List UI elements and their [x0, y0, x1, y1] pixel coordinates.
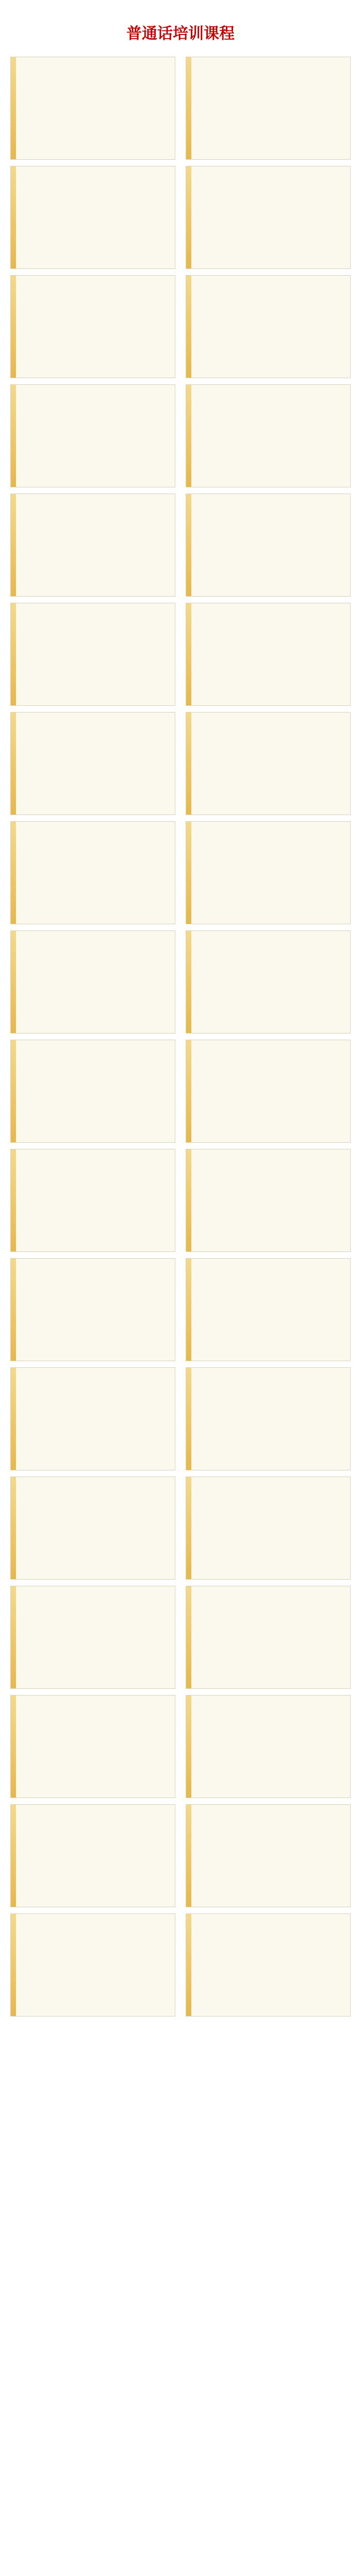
- slide-thumbnail: [10, 1040, 175, 1143]
- slide-accent-bar: [11, 603, 16, 705]
- slide-thumbnail: [10, 1804, 175, 1907]
- slide-accent-bar: [11, 1805, 16, 1907]
- slide-thumbnail: [186, 384, 351, 487]
- slide-body: [199, 628, 343, 698]
- slide-body: [199, 82, 343, 152]
- slide-accent-bar: [186, 1914, 191, 2016]
- slide-body: [199, 1283, 343, 1353]
- slide-thumbnail: [186, 1586, 351, 1689]
- slide-thumbnail: [186, 712, 351, 815]
- slide-accent-bar: [186, 931, 191, 1033]
- slide-body: [23, 1393, 168, 1463]
- slide-accent-bar: [186, 276, 191, 378]
- slide-accent-bar: [186, 1149, 191, 1251]
- slide-thumbnail: [10, 1149, 175, 1252]
- slide-thumbnail: [10, 384, 175, 487]
- slide-body: [23, 1502, 168, 1572]
- slide-thumbnail: [10, 1695, 175, 1798]
- slide-accent-bar: [11, 1259, 16, 1361]
- slide-thumbnail: [186, 821, 351, 924]
- slide-accent-bar: [11, 713, 16, 815]
- slide-thumbnail: [10, 603, 175, 706]
- slide-accent-bar: [186, 713, 191, 815]
- slide-body: [23, 300, 168, 370]
- slide-thumbnail: [186, 494, 351, 597]
- slide-thumbnail: [186, 1040, 351, 1143]
- slide-body: [199, 519, 343, 589]
- slide-thumbnail: [186, 1367, 351, 1470]
- slide-accent-bar: [186, 494, 191, 596]
- slide-thumbnail: [186, 1913, 351, 2016]
- slide-body: [23, 628, 168, 698]
- slide-accent-bar: [186, 166, 191, 268]
- slide-accent-bar: [186, 57, 191, 159]
- slide-accent-bar: [11, 494, 16, 596]
- slide-thumbnail: [10, 1913, 175, 2016]
- slide-thumbnail: [10, 1258, 175, 1361]
- slide-accent-bar: [186, 603, 191, 705]
- slide-accent-bar: [186, 1586, 191, 1688]
- slide-body: [199, 1065, 343, 1135]
- slide-thumbnail: [186, 57, 351, 160]
- slide-body: [199, 1829, 343, 1900]
- slide-accent-bar: [186, 1368, 191, 1470]
- slide-body: [199, 1611, 343, 1681]
- slide-body: [23, 1829, 168, 1900]
- slide-body: [199, 956, 343, 1026]
- slide-accent-bar: [186, 1477, 191, 1579]
- slide-thumbnail: [10, 821, 175, 924]
- slide-body: [199, 1720, 343, 1790]
- slide-body: [199, 846, 343, 917]
- slide-accent-bar: [186, 385, 191, 487]
- slide-body: [199, 410, 343, 480]
- slide-accent-bar: [11, 57, 16, 159]
- slide-body: [23, 410, 168, 480]
- slide-body: [23, 1939, 168, 2009]
- slide-body: [23, 1065, 168, 1135]
- slide-thumbnail: [10, 275, 175, 378]
- slide-body: [199, 1502, 343, 1572]
- slide-thumbnail: [186, 1477, 351, 1580]
- slide-thumbnail: [10, 166, 175, 269]
- slide-thumbnail: [186, 275, 351, 378]
- slide-body: [23, 1174, 168, 1244]
- slide-thumbnail: [10, 930, 175, 1033]
- slide-accent-bar: [11, 166, 16, 268]
- slide-body: [199, 1393, 343, 1463]
- slide-accent-bar: [11, 1149, 16, 1251]
- slide-accent-bar: [11, 1914, 16, 2016]
- slide-accent-bar: [11, 1586, 16, 1688]
- slide-body: [23, 737, 168, 807]
- slide-body: [23, 519, 168, 589]
- slide-thumbnail: [10, 712, 175, 815]
- slide-body: [23, 82, 168, 152]
- slide-thumbnail: [186, 1804, 351, 1907]
- slide-accent-bar: [186, 1696, 191, 1798]
- slide-body: [199, 737, 343, 807]
- slide-thumbnail: [186, 1258, 351, 1361]
- slide-body: [199, 300, 343, 370]
- slide-thumbnail: [186, 1695, 351, 1798]
- slide-body: [23, 846, 168, 917]
- slide-accent-bar: [11, 1040, 16, 1142]
- slide-accent-bar: [11, 385, 16, 487]
- slide-thumbnail: [10, 57, 175, 160]
- slide-body: [23, 1720, 168, 1790]
- slide-accent-bar: [11, 1477, 16, 1579]
- slide-thumbnail: [186, 1149, 351, 1252]
- slide-accent-bar: [11, 1368, 16, 1470]
- slide-body: [199, 1174, 343, 1244]
- slide-thumbnail: [10, 494, 175, 597]
- slide-body: [23, 1283, 168, 1353]
- slide-accent-bar: [186, 1805, 191, 1907]
- slide-accent-bar: [11, 276, 16, 378]
- slide-accent-bar: [186, 1040, 191, 1142]
- slide-accent-bar: [11, 931, 16, 1033]
- slide-accent-bar: [11, 822, 16, 924]
- slide-body: [199, 1939, 343, 2009]
- slide-body: [23, 1611, 168, 1681]
- slide-thumbnail: [10, 1586, 175, 1689]
- slide-thumbnail: [186, 930, 351, 1033]
- slide-thumbnail: [10, 1367, 175, 1470]
- slide-thumbnail: [186, 166, 351, 269]
- page-title: 普通话培训课程: [126, 25, 235, 43]
- slide-accent-bar: [11, 1696, 16, 1798]
- slide-body: [23, 956, 168, 1026]
- slide-body: [199, 191, 343, 261]
- slide-accent-bar: [186, 822, 191, 924]
- slide-body: [23, 191, 168, 261]
- slide-thumbnail: [10, 1477, 175, 1580]
- slide-accent-bar: [186, 1259, 191, 1361]
- slide-thumbnail: [186, 603, 351, 706]
